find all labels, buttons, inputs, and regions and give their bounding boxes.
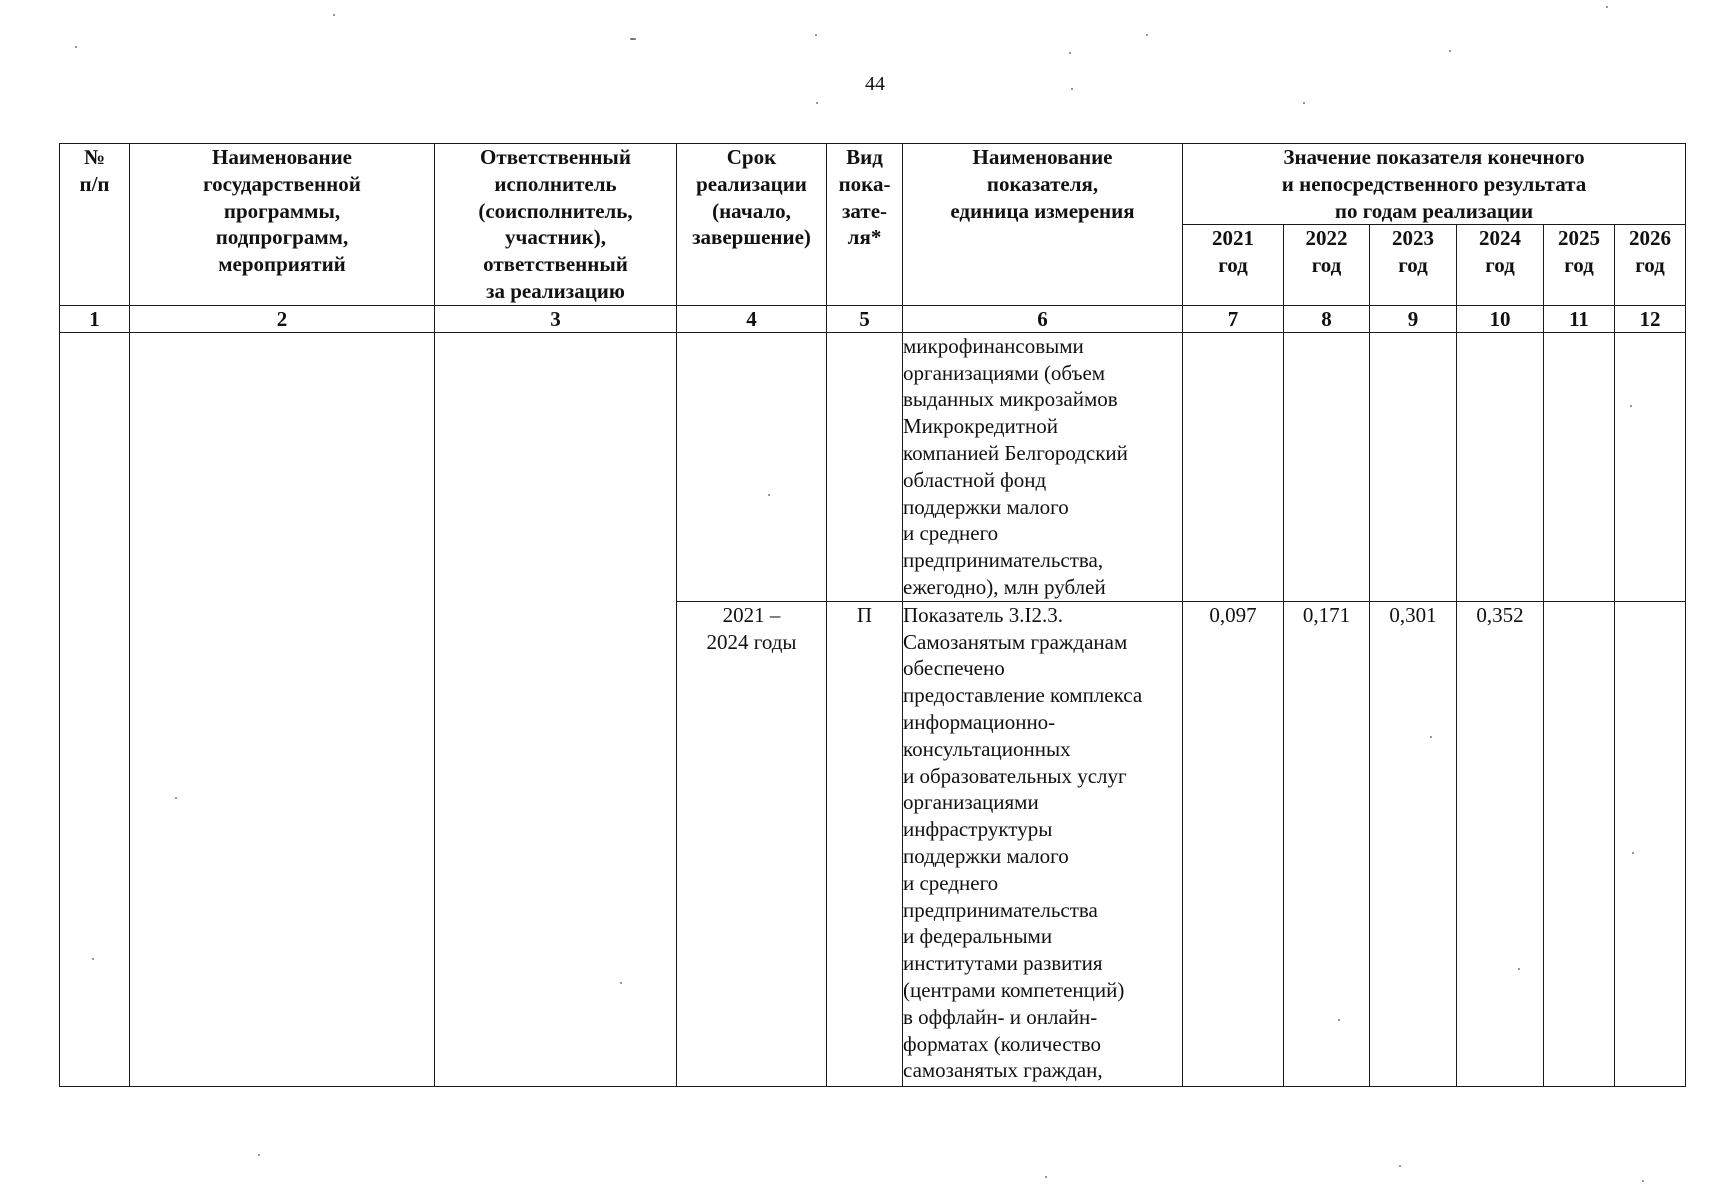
column-number: 10 — [1457, 305, 1544, 332]
scan-speck — [1146, 34, 1148, 36]
column-number: 2 — [130, 305, 435, 332]
scan-speck — [768, 494, 770, 496]
header-implementation-term: Срок реализации (начало, завершение) — [677, 144, 827, 306]
column-number: 9 — [1370, 305, 1457, 332]
scan-speck — [1045, 1176, 1047, 1178]
column-number: 5 — [827, 305, 903, 332]
scan-speck — [258, 1154, 260, 1156]
header-program-name: Наименование государственной программы, подпрограмм, мероприятий — [130, 144, 435, 306]
scan-speck — [1399, 1165, 1401, 1167]
header-indicator-type: Вид пока- зате- ля* — [827, 144, 903, 306]
scan-speck — [1518, 968, 1520, 970]
column-numbers-row — [60, 305, 1686, 332]
cell-value-2023: 0,301 — [1370, 601, 1457, 1086]
column-number: 8 — [1284, 305, 1370, 332]
scan-speck — [1430, 736, 1432, 738]
scan-speck — [620, 982, 622, 984]
cell-value-2024 — [1457, 332, 1544, 601]
scan-speck — [1642, 1180, 1644, 1182]
table-row — [60, 332, 1686, 601]
cell-value-2022 — [1284, 332, 1370, 601]
scan-speck — [630, 38, 636, 40]
column-number: 12 — [1615, 305, 1686, 332]
scan-speck — [1303, 102, 1305, 104]
scan-speck — [816, 102, 818, 104]
cell-value-2026 — [1615, 332, 1686, 601]
cell-value-2022: 0,171 — [1284, 601, 1370, 1086]
scan-speck — [1338, 1019, 1340, 1021]
header-indicator-name: Наименование показателя, единица измерения — [903, 144, 1183, 306]
scan-speck — [815, 34, 817, 36]
cell-indicator-text: Показатель 3.I2.3. Самозанятым гражданам обеспечено предоставление комплекса информационно- консультационных и образовательных услуг организациями инфраструктуры поддержки малого и среднего предпринимательства и федеральными институтами развития (центрами компетенций) в оффлайн- и онлайн- форматах (количество самозанятых граждан, — [903, 601, 1183, 1086]
cell-value-2024: 0,352 — [1457, 601, 1544, 1086]
header-number: № п/п — [60, 144, 130, 306]
column-number: 11 — [1544, 305, 1615, 332]
column-number: 1 — [60, 305, 130, 332]
header-year-2026: 2026 год — [1615, 225, 1686, 305]
cell-value-2026 — [1615, 601, 1686, 1086]
header-year-2021: 2021 год — [1183, 225, 1284, 305]
column-number: 3 — [435, 305, 677, 332]
column-number: 7 — [1183, 305, 1284, 332]
cell-value-2025 — [1544, 332, 1615, 601]
header-responsible-executor: Ответственный исполнитель (соисполнитель, участник), ответственный за реализацию — [435, 144, 677, 306]
page-number: 44 — [865, 73, 885, 95]
scan-speck — [92, 958, 94, 960]
scan-speck — [1630, 405, 1632, 407]
header-year-2025: 2025 год — [1544, 225, 1615, 305]
cell-value-2025 — [1544, 601, 1615, 1086]
indicators-table — [59, 143, 1686, 1087]
header-year-2022: 2022 год — [1284, 225, 1370, 305]
cell-number-empty — [60, 332, 130, 1086]
cell-type: П — [827, 601, 903, 1086]
column-number: 4 — [677, 305, 827, 332]
header-values-group: Значение показателя конечного и непосредственного результата по годам реализации — [1183, 144, 1686, 225]
scan-speck — [1632, 852, 1634, 854]
cell-term — [677, 332, 827, 601]
scan-speck — [333, 14, 335, 16]
cell-value-2021: 0,097 — [1183, 601, 1284, 1086]
cell-program-empty — [130, 332, 435, 1086]
cell-executor-empty — [435, 332, 677, 1086]
cell-type — [827, 332, 903, 601]
header-year-2024: 2024 год — [1457, 225, 1544, 305]
column-number: 6 — [903, 305, 1183, 332]
scan-speck — [1606, 6, 1608, 8]
scan-speck — [75, 46, 77, 48]
scan-speck — [1071, 88, 1073, 90]
cell-term: 2021 – 2024 годы — [677, 601, 827, 1086]
scan-speck — [1069, 52, 1071, 54]
cell-indicator-text: микрофинансовыми организациями (объем выданных микрозаймов Микрокредитной компанией Белгородский областной фонд поддержки малого и среднего предпринимательства, ежегодно), млн рублей — [903, 332, 1183, 601]
cell-value-2023 — [1370, 332, 1457, 601]
scan-speck — [175, 797, 177, 799]
scan-speck — [1449, 50, 1451, 52]
cell-value-2021 — [1183, 332, 1284, 601]
header-year-2023: 2023 год — [1370, 225, 1457, 305]
